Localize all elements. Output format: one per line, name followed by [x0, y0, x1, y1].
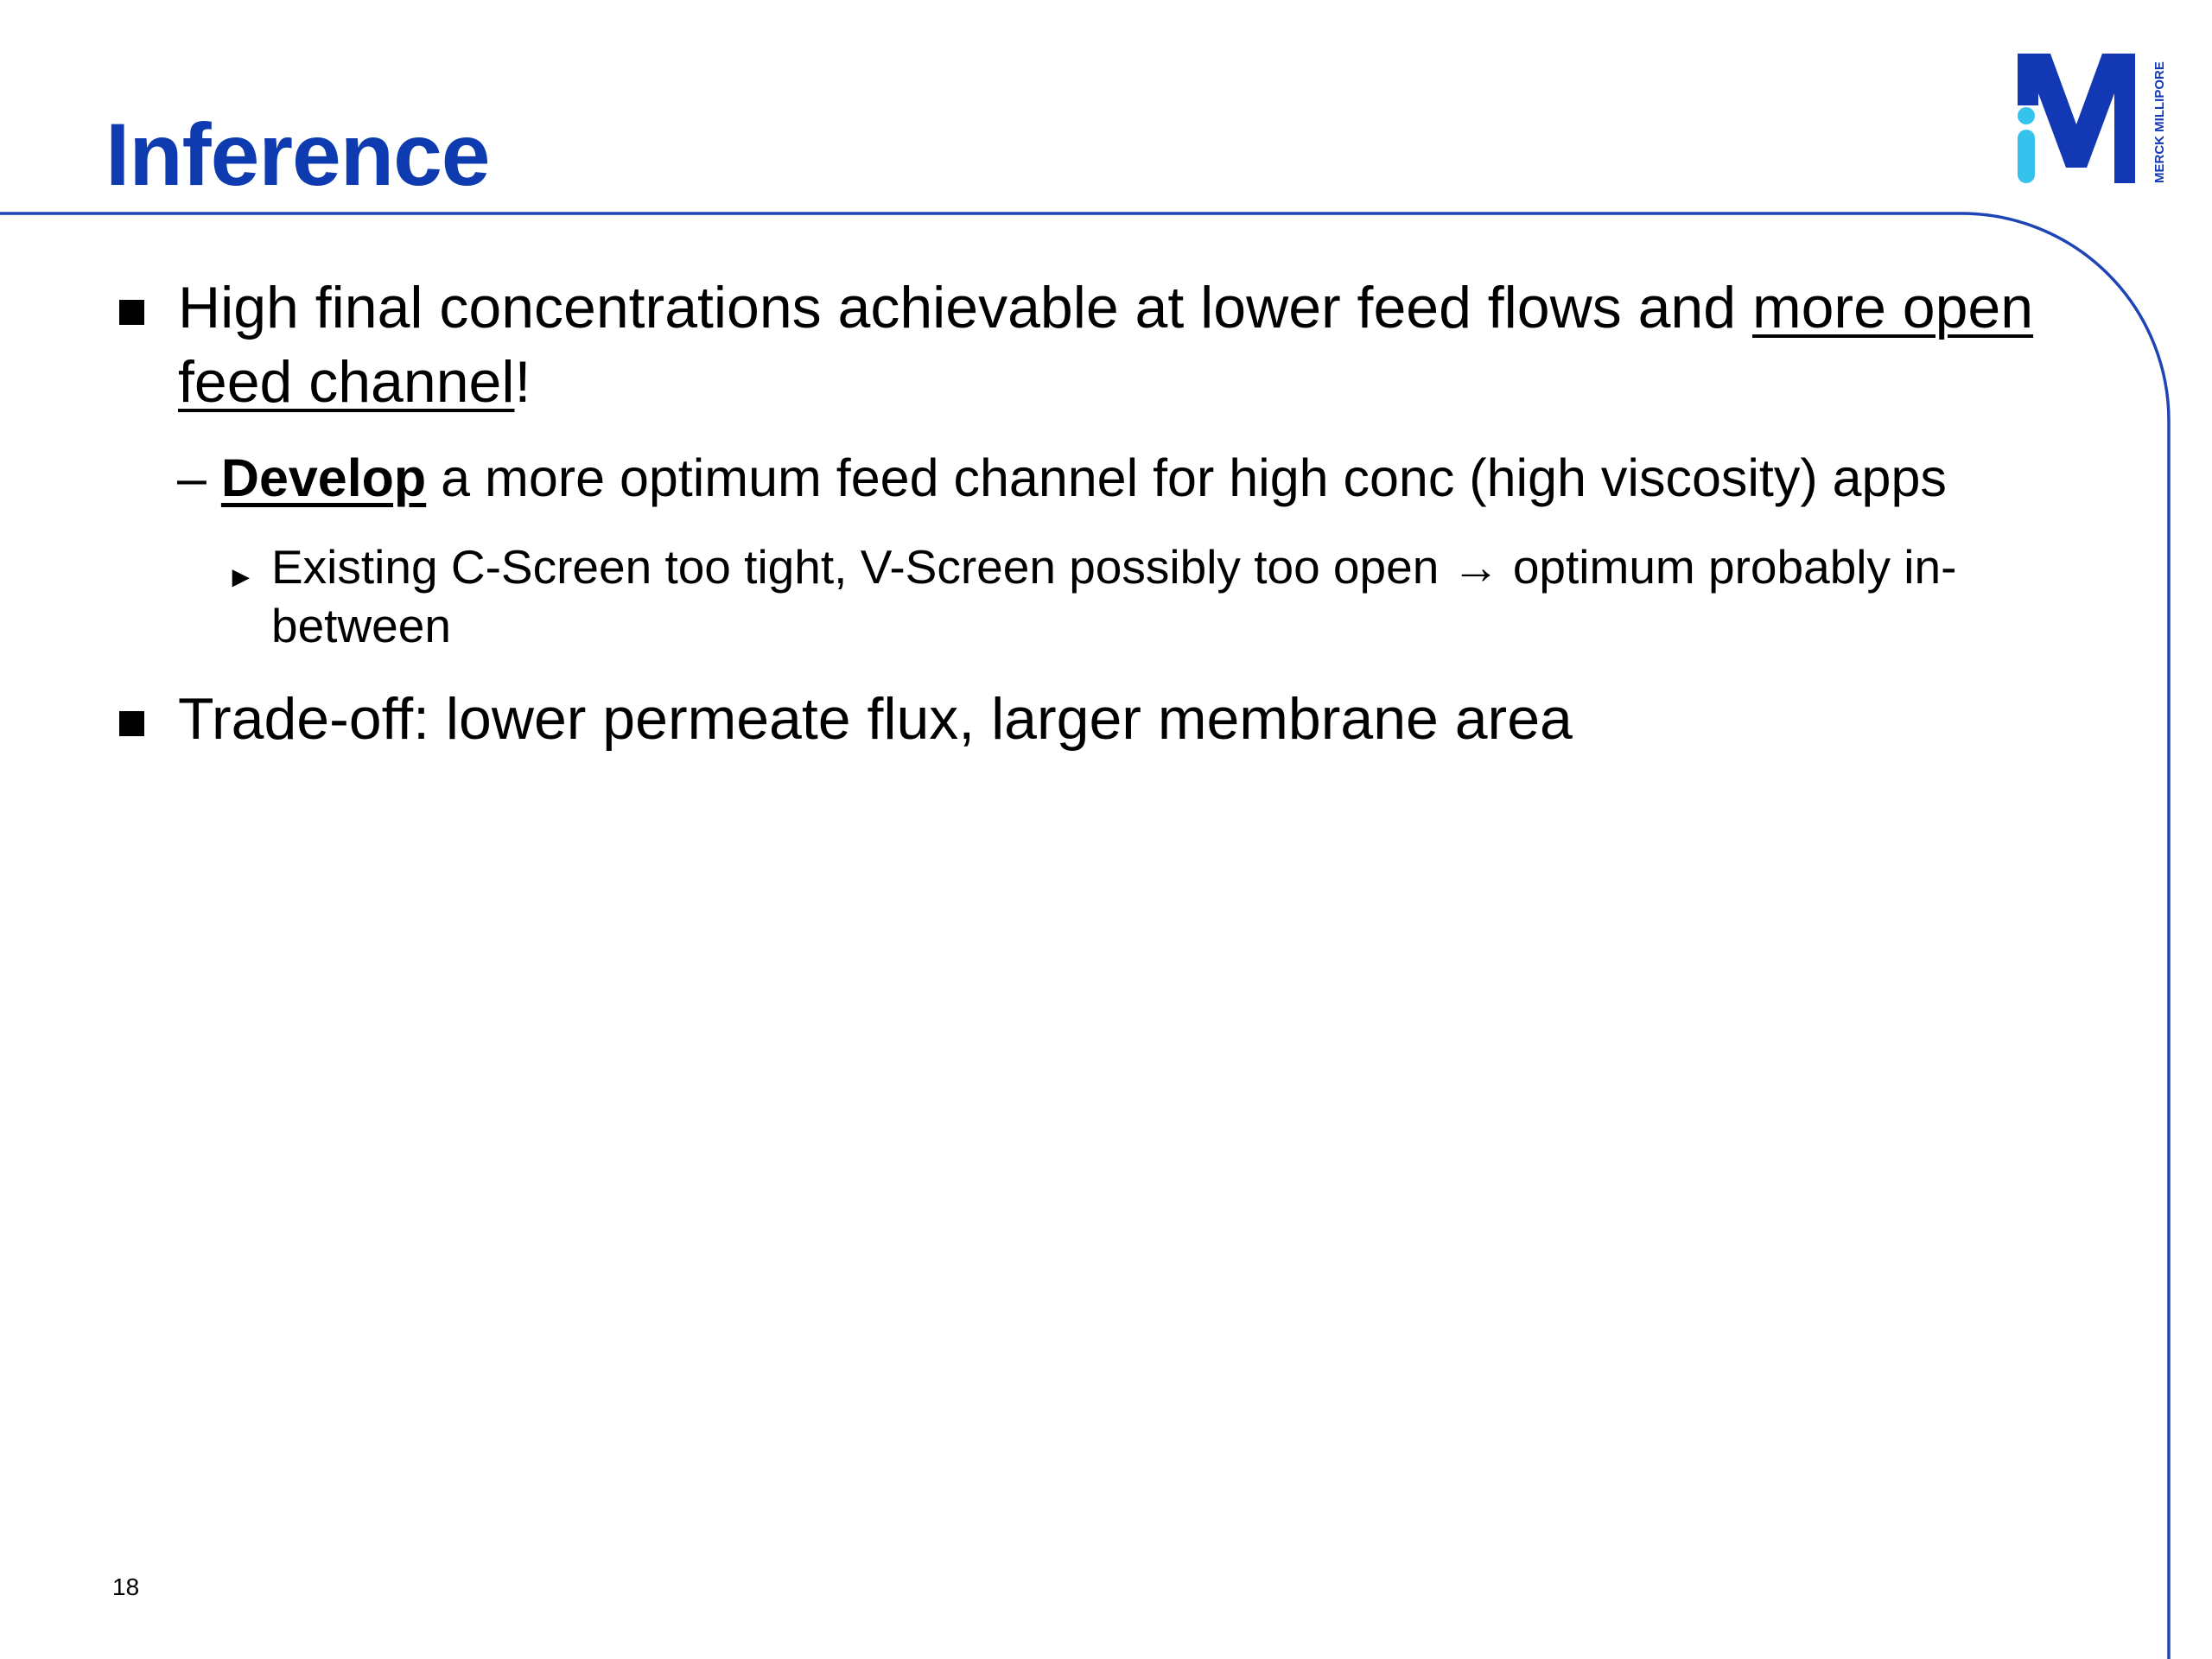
bullet-1-sub-text: a more optimum feed channel for high conc (high viscosity) apps — [426, 448, 1947, 507]
bullet-1-sub — [177, 446, 2121, 510]
slide-title: Inference — [105, 105, 490, 204]
header-rule — [0, 213, 2169, 1659]
logo-stem — [2018, 130, 2035, 183]
bullet-1-underlined: more open feed channel — [178, 275, 2034, 415]
bullet-1-text-before: High final concentrations achievable at lower feed flows and — [178, 275, 1752, 340]
bullet-2-text: Trade-off: lower permeate flux, larger membrane area — [178, 686, 1573, 752]
page-number: 18 — [112, 1573, 140, 1600]
logo-dot — [2018, 107, 2035, 124]
triangle-bullet-icon: ► — [226, 561, 256, 594]
logo-wordmark: MERCK MILLIPORE — [2152, 61, 2167, 183]
bullet-1-text — [178, 270, 2100, 419]
bullet-1-subsub-text: Existing C-Screen too tight, V-Screen possibly too open → optimum probably in-between — [271, 540, 1957, 652]
merck-millipore-logo — [2016, 50, 2176, 188]
bullet-1-text-after: ! — [514, 349, 531, 415]
develop-emphasis: Develop — [220, 448, 427, 507]
dash-marker: – — [177, 448, 207, 507]
logo-m-shape — [2018, 54, 2135, 183]
